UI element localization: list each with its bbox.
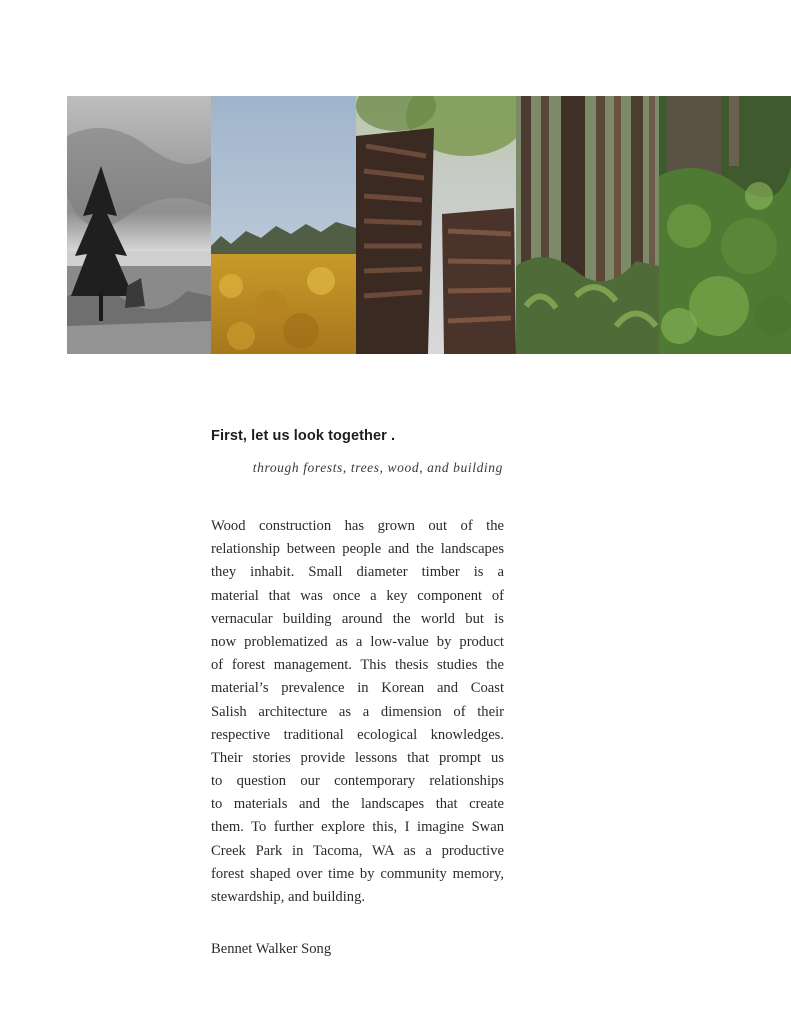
paragraph-line: relationship between people and the landscapes — [211, 541, 504, 558]
paragraph-line: Salish architecture as a dimension of their — [211, 703, 504, 720]
paragraph-line: vernacular building around the world but is — [211, 610, 504, 627]
paragraph-line: them. To further explore this, I imagine Swan — [211, 819, 504, 836]
heading-title: First, let us look together — [211, 428, 387, 444]
paragraph-line: of forest management. This thesis studies the — [211, 657, 504, 674]
yellow-field-photo — [211, 96, 356, 354]
paragraph-line: to question our contemporary relationships — [211, 773, 504, 790]
paragraph-line: Creek Park in Tacoma, WA as a productive — [211, 842, 504, 859]
paragraph-line: Their stories provide lessons that prompt us — [211, 749, 504, 766]
paragraph-line: Wood construction has grown out of the — [211, 518, 504, 534]
author-name: Bennet Walker Song — [211, 941, 332, 957]
page-subheading: through forests, trees, wood, and building — [252, 460, 503, 475]
bw-landscape-photo — [67, 96, 211, 354]
photo-strip — [67, 96, 791, 354]
paragraph-line: to materials and the landscapes that create — [211, 796, 504, 813]
paragraph-line: material’s prevalence in Korean and Coast — [211, 680, 504, 697]
page-heading — [211, 428, 395, 444]
fern-undergrowth-photo — [659, 96, 791, 354]
paragraph-line: they inhabit. Small diameter timber is a — [211, 564, 504, 581]
paragraph-line: stewardship, and building. — [211, 889, 366, 905]
paragraph-line: material that was once a key component of — [211, 587, 504, 604]
heading-punctuation: . — [386, 428, 396, 444]
paragraph-line: respective traditional ecological knowledges. — [211, 726, 504, 743]
abstract-paragraph — [211, 515, 504, 909]
forest-trunks-photo — [516, 96, 659, 354]
paragraph-line: now problematized as a low-value by product — [211, 633, 504, 650]
paragraph-line: forest shaped over time by community memory, — [211, 865, 504, 882]
wood-structure-photo — [356, 96, 516, 354]
